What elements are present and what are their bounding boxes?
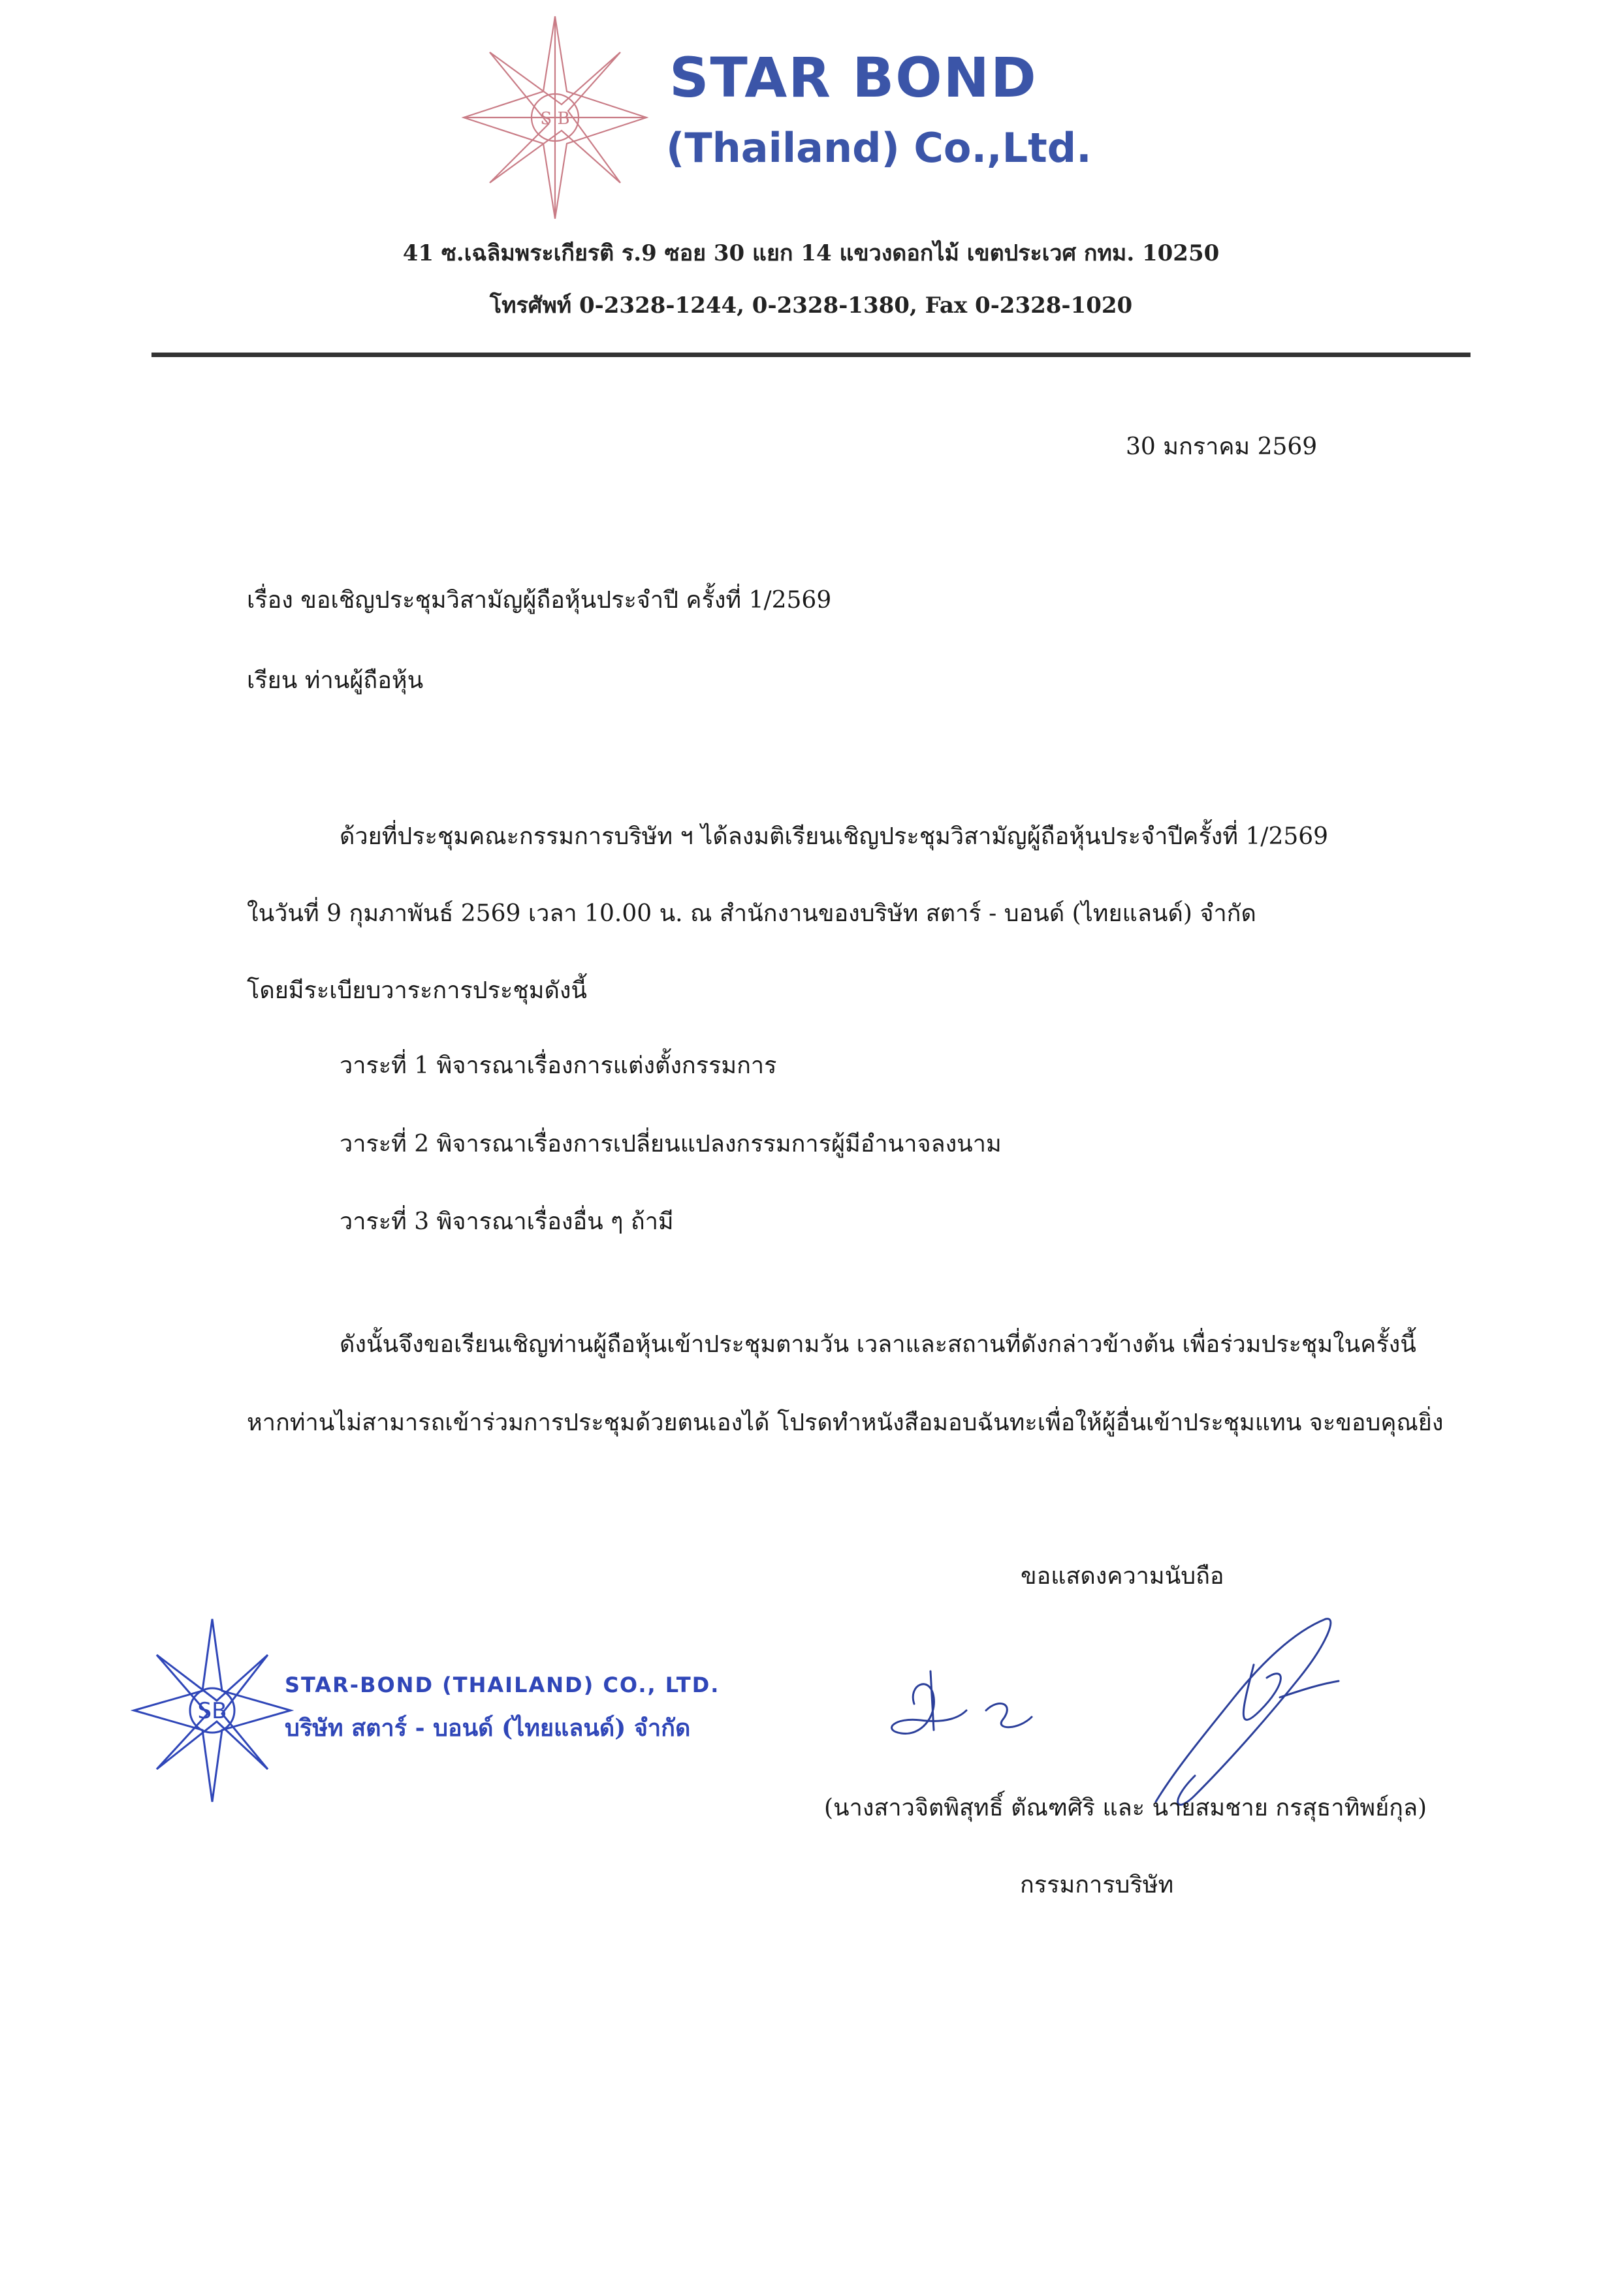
company-name-line1: STAR BOND (669, 46, 1038, 110)
agenda-item: วาระที่ 2 พิจารณาเรื่องการเปลี่ยนแปลงกรรมการผู้มีอำนาจลงนาม (340, 1131, 1002, 1157)
letter-date: 30 มกราคม 2569 (1126, 433, 1318, 460)
signer-position: กรรมการบริษัท (1020, 1872, 1174, 1898)
company-name-line2: (Thailand) Co.,Ltd. (666, 124, 1092, 172)
header-divider (151, 353, 1471, 357)
paragraph-1-line-3: โดยมีระเบียบวาระการประชุมดังนี้ (247, 977, 588, 1004)
paragraph-2-line-2: หากท่านไม่สามารถเข้าร่วมการประชุมด้วยตนเองได้ โปรดทำหนังสือมอบฉันทะเพื่อให้ผู้อื่นเข้าประชุมแทน จะขอบคุณยิ่ง (247, 1409, 1444, 1436)
stamp-letters: SB (197, 1698, 227, 1724)
letter-subject: เรื่อง ขอเชิญประชุมวิสามัญผู้ถือหุ้นประจำปี ครั้งที่ 1/2569 (247, 587, 832, 614)
closing-regards: ขอแสดงความนับถือ (1021, 1563, 1224, 1590)
signer-names: (นางสาวจิตพิสุทธิ์ ตัณฑศิริ และ นายสมชาย กรสุธาทิพย์กุล) (824, 1795, 1427, 1821)
logo-letters: S B (540, 109, 570, 129)
stamp-name-en: STAR-BOND (THAILAND) CO., LTD. (285, 1673, 720, 1697)
paragraph-1-line-1: ด้วยที่ประชุมคณะกรรมการบริษัท ฯ ได้ลงมติเรียนเชิญประชุมวิสามัญผู้ถือหุ้นประจำปีครั้งที่ 1/2569 (340, 823, 1329, 850)
letter-salutation: เรียน ท่านผู้ถือหุ้น (247, 667, 424, 694)
company-address: 41 ซ.เฉลิมพระเกียรติ ร.9 ซอย 30 แยก 14 แขวงดอกไม้ เขตประเวศ กทม. 10250 (402, 240, 1220, 266)
agenda-item: วาระที่ 1 พิจารณาเรื่องการแต่งตั้งกรรมการ (340, 1052, 777, 1079)
stamp-name-th: บริษัท สตาร์ - บอนด์ (ไทยแลนด์) จำกัด (285, 1714, 691, 1742)
company-contact: โทรศัพท์ 0-2328-1244, 0-2328-1380, Fax 0-2328-1020 (489, 292, 1133, 319)
company-stamp-star-icon (131, 1616, 294, 1805)
agenda-item: วาระที่ 3 พิจารณาเรื่องอื่น ๆ ถ้ามี (340, 1208, 674, 1235)
company-logo-star-icon (451, 13, 660, 222)
paragraph-2-line-1: ดังนั้นจึงขอเรียนเชิญท่านผู้ถือหุ้นเข้าประชุมตามวัน เวลาและสถานที่ดังกล่าวข้างต้น เพื่อร่วมประชุมในครั้งนี้ (340, 1331, 1416, 1358)
paragraph-1-line-2: ในวันที่ 9 กุมภาพันธ์ 2569 เวลา 10.00 น. ณ สำนักงานของบริษัท สตาร์ - บอนด์ (ไทยแลนด์) จำกัด (247, 900, 1256, 927)
